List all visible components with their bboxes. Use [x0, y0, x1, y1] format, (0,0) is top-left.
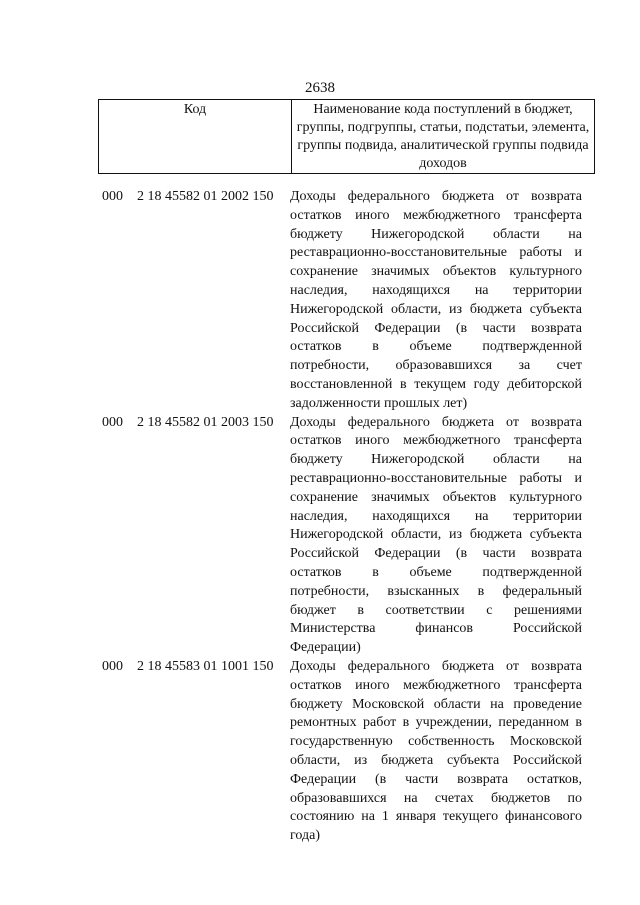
- header-code-column: Код: [99, 100, 292, 174]
- row-group-code: 000: [102, 414, 123, 430]
- row-group-code: 000: [102, 658, 123, 674]
- table-body: [95, 188, 595, 846]
- table-header: [98, 99, 595, 174]
- row-income-code: 2 18 45582 01 2003 150: [137, 414, 274, 430]
- row-description: Доходы федерального бюджета от возврата остатков иного межбюджетного трансферта бюджету Нижегородской области на реставрационно-восстановительные работы и сохранение значимых объектов культурного наследия, находящихся на территории Нижегородской области, из бюджета субъекта Российской Федерации (в части возврата остатков в объеме подтвержденной потребности, образовавшихся за счет восстановленной в текущем году дебиторской задолженности прошлых лет): [290, 189, 582, 411]
- header-name-column: Наименование кода поступлений в бюджет, группы, подгруппы, статьи, подстатьи, элемента, группы подвида, аналитической группы подвида доходов: [292, 100, 595, 174]
- table-row: [95, 188, 595, 414]
- row-income-code: 2 18 45582 01 2002 150: [137, 189, 274, 204]
- row-description: Доходы федерального бюджета от возврата остатков иного межбюджетного трансферта бюджету Нижегородской области на реставрационно-восстановительные работы и сохранение значимых объектов культурного наследия, находящихся на территории Нижегородской области, из бюджета субъекта Российской Федерации (в части возврата остатков в объеме подтвержденной потребности, взысканных в федеральный бюджет в соответствии с решениями Министерства финансов Российской Федерации): [290, 414, 582, 656]
- row-description: Доходы федерального бюджета от возврата остатков иного межбюджетного трансферта бюджету Московской области на проведение ремонтных работ в учреждении, переданном в государственную собственность Московской области, из бюджета субъекта Российской Федерации (в части возврата остатков, образовавшихся на счетах бюджетов по состоянию на 1 января текущего финансового года): [290, 658, 582, 844]
- table-row: [95, 658, 595, 846]
- table-row: [95, 414, 595, 658]
- page-number: 2638: [305, 80, 335, 96]
- row-group-code: 000: [102, 189, 123, 204]
- row-income-code: 2 18 45583 01 1001 150: [137, 658, 274, 674]
